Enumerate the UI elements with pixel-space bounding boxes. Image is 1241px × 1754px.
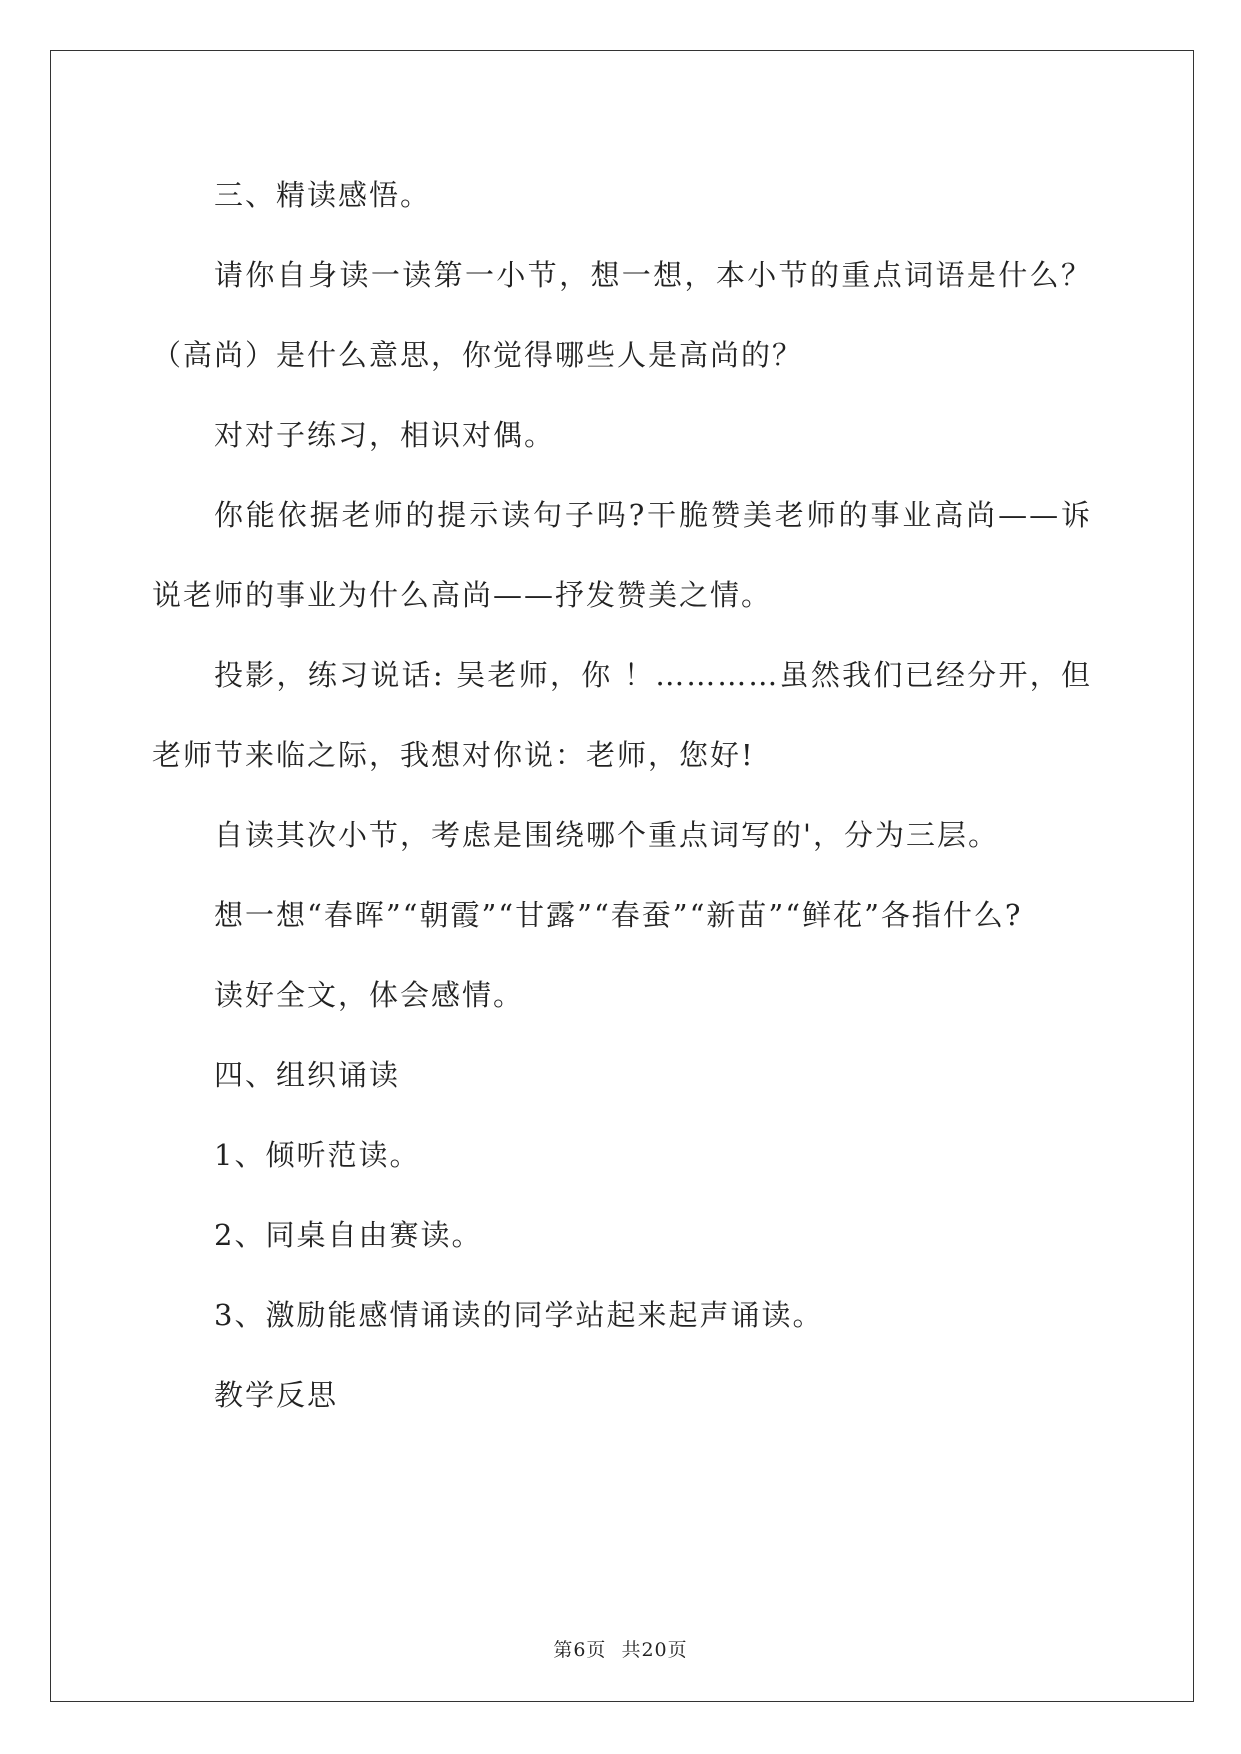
- paragraph: 想一想“春晖”“朝霞”“甘露”“春蚕”“新苗”“鲜花”各指什么?: [214, 898, 1023, 932]
- paragraph: 你能依据老师的提示读句子吗?干脆赞美老师的事业高尚——诉说老师的事业为什么高尚——抒发赞美之情。: [152, 498, 1092, 612]
- document-body: [152, 155, 1092, 1435]
- page-number-total: 共20页: [621, 1639, 688, 1661]
- paragraph: 自读其次小节，考虑是围绕哪个重点词写的'，分为三层。: [214, 818, 999, 852]
- paragraph: 对对子练习，相识对偶。: [214, 418, 556, 452]
- paragraph-section-heading-3: 三、精读感悟。: [214, 178, 432, 212]
- list-item: 2、同桌自由赛读。: [214, 1218, 483, 1252]
- list-item: 1、倾听范读。: [214, 1138, 421, 1172]
- paragraph: 请你自身读一读第一小节，想一想，本小节的重点词语是什么？（高尚）是什么意思，你觉得哪些人是高尚的？: [152, 258, 1092, 372]
- paragraph: 投影，练习说话: 吴老师，你 ！…………虽然我们已经分开，但老师节来临之际，我想对你说：老师，您好!: [152, 658, 1092, 772]
- list-item: 3、激励能感情诵读的同学站起来起声诵读。: [214, 1298, 824, 1332]
- page-footer: [0, 1635, 1241, 1662]
- paragraph-section-heading-reflection: 教学反思: [214, 1378, 339, 1412]
- page-number-current: 第6页: [553, 1639, 607, 1661]
- paragraph-section-heading-4: 四、组织诵读: [214, 1058, 401, 1092]
- paragraph: 读好全文，体会感情。: [214, 978, 525, 1012]
